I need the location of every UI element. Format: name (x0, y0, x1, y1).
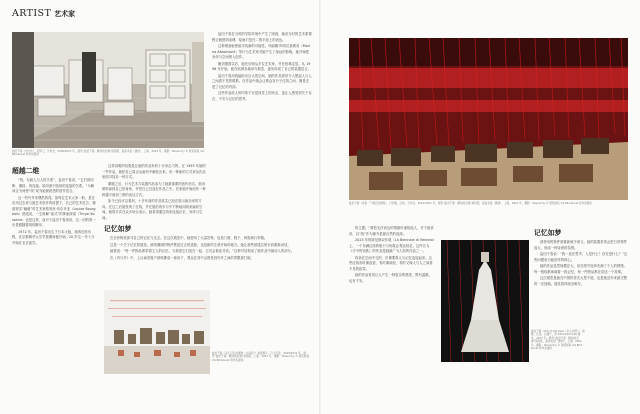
column-6 (534, 226, 630, 288)
paragraph: 紧随之后，行为艺术与装置作品成为了她最重要的创作形式。她用颜料涂抹自己的身体，并把自己沉浸在作品之中。后来她开始创作一种跨越平面到三维的表达方式。 (102, 181, 206, 197)
caption-photo1: 盐田千春《内与外》，可移门，分布式，2009/2021 年，展览“盐田千春：颤动的灵魂”现场照，高美术馆（澳洲），上海，2021 年，摄影：Shaunchy © 展览版权 VG Bild-Kunst 和作家提供 (12, 150, 204, 157)
paragraph: 盐田千春在当时的学院环境中产生了困惑，她说当时的艺术系课程让她感到束缚，绘画只是在二维平面上的表达。 (212, 32, 312, 42)
paragraph: 这是一个关于记忆的展览。被线缠绕的物件既是过去的遗留，也是新的生命开始的地方。她让那些被遗忘的东西重新说话。 (110, 242, 291, 247)
column-3 (212, 32, 312, 103)
heading-memory-dream: 记忆如梦 (104, 225, 132, 233)
paragraph: 这些作品给人的印象不仅是视觉上的冲击，更让人感受到关于存在、不安与记忆的思考。 (212, 91, 312, 101)
paragraph: 她曾说：“每一件物品都带着主人的记忆，当我把它们放在一起，它们会彼此对话。”这种对话构成了她作品中最动人的部分。 (110, 249, 295, 253)
photo-red-thread-installation (349, 38, 628, 200)
paragraph: 她的作品虽然规模宏大，但在细节处却充满了个人的情感。每一根线都承载着一段记忆，每一件物品都在讲述一个故事。 (534, 264, 628, 274)
paragraph: 在丢弃物里探寻自己的记忆与过去。在这次展览中，她使用了大量旧物，包括门窗、鞋子、钥匙和行李箱。 (110, 236, 268, 240)
column-4 (104, 222, 312, 262)
paragraph: 如今已经可以看到，十多年前的作品其实已经在展示她未来的方向。在这之后她发现了红线，并在随后的岁月中不断地用线来编织空间。她曾多次在众多场合表示，她希望通过线来连接记忆、身体与空间。 (102, 199, 203, 220)
photo-window-installation (12, 32, 204, 148)
photo-miniature-room (104, 290, 210, 374)
caption-photo3: 盐田千春《关于记忆的事物（小房间）》装置展示，尺寸可变，2019/2021 年，展览“盐田千春：颤动的灵魂”现场照，上海，2021 年，摄影：Shaunchy © 展览版权 VG Bild-Kunst 和作家提供 (212, 352, 310, 362)
paragraph: 搬到德国以后，她先后师从多位艺术家，并在柏林定居。从 1996 年开始，她在欧洲各地举办展览，逐步形成了自己的装置语言。 (212, 61, 312, 71)
caption-photo4: 盐田千春《Out of the Dark（中心内部）》，铁框，红线，白裙子，约 180×120×120 厘米，2017 年，展览“盐田千春：颤动的灵魂”现场照，高美术馆（澳洲），上海，2021 年，摄影：Shaunchy © 展览版权 VG Bild-Kunst 和作家提供 (531, 330, 585, 351)
section-title-en: ARTIST (12, 8, 52, 19)
paragraph: 2015 年的威尼斯双年展（La Biennale di Venezia）上，一个布满红线的船只与钥匙让观众驻足。这件名为《手中的钥匙》的作品是她最广为人知的作品之一。 (349, 238, 435, 253)
paragraph: 盐田千春说：“我一直在思考，人是什么？存在是什么？”这些问题成为她创作的核心。 (534, 252, 628, 262)
column-2 (102, 164, 206, 222)
heading-beyond-2d: 超越二维 (12, 167, 40, 175)
caption-photo2: 盐田千春《乘着一个难忘的旅程》，行李箱，红线，分布式，2014/2021 年，展览“盐田千春：颤动的灵魂”现场照，高美术馆（澳洲），上海，2021 年，摄影：Shaunchy © 展览版权 VG Bild-Kunst 和作家提供 (349, 202, 592, 205)
paragraph: 的主题。”要把无法表达的情绪传递给他人，对于她来说，以“线”作为媒介是最自然的选择。 (349, 226, 434, 236)
paragraph: “线，勾画人与人的关系”，盐田千春说，“它们被切断、缠绕、再连接。如同那个隐形的连接的关系。”为解问这为何使“线”成为她最熟悉的创作语言。 (12, 178, 95, 193)
paragraph: 线条在空间中交织，仿佛要将人与记忆连接起来。这些红线有时像血管，有时像神经，有时又像人与人之间看不见的纽带。 (349, 255, 433, 271)
heading-memory-dream-2: 记忆如梦 (534, 229, 562, 237)
section-title-cn: 艺术家 (54, 10, 76, 18)
paragraph: 这种困惑驱使她寻找新的可能性。玛丽娜·阿布拉莫维奇（Marina Abramović）等行为艺术家对她产生了深远的影响，她开始把身体与空间纳入创作。 (212, 44, 311, 59)
paragraph: 1972 年，盐田千春出生于日本大阪，她的创作历程，在京都精华大学学校期间便开始。20 岁这一年十分开始在北京留学。 (12, 229, 95, 245)
page-gutter (319, 0, 321, 414)
photo-dress-installation (441, 240, 529, 362)
paragraph: 这一符号并非偶然的得。如每位艺术大家一般，是在应用过去来与她艺术创作的前提下，自己的艺术语言，像被现实“触碰”时艺术家路易丝·布尔乔亚（Louise Bourgeois）描述说，一生般解“谜式”的事而探索（Tinyei Kosseira）也是这样，而对于盐田千春来说，这一切的第一步是跟随着线的脚步。 (12, 195, 96, 227)
paragraph: 在《内与外》中，上百扇旧窗户被堆叠成一座房子，观众在其中会感受到内外之间的界限被打破。 (110, 255, 254, 260)
paragraph: 这样说明的结果是让她的作品有时十分冲击力的。在 1993 年她的一件作品，她把自己真正从画布中解放出来。用一种新的方式来从作品里面寻找另一种方式。 (102, 164, 206, 179)
column-5 (349, 226, 435, 285)
paragraph: 她的作品常常让人产生一种复杂的感受，既有温暖，也有不安。 (349, 273, 432, 283)
masthead (12, 8, 75, 19)
paragraph: 这次展览是她在中国的首次大型个展，也是她近年来最完整的一次回顾。展览将持续至明年。 (534, 276, 628, 286)
paragraph: 被使用的物件被重新赋予意义。她的装置常常会把日常物件放大，形成一种诗意的氛围。 (534, 240, 628, 250)
paragraph: 盐田千春用线编织出巨大的空间，她的作品常常令人想起人与人之间看不见的联系。在作品中她会让观众穿行于红线之间，像是走进了记忆的内部。 (212, 73, 312, 89)
column-1 (12, 164, 96, 247)
